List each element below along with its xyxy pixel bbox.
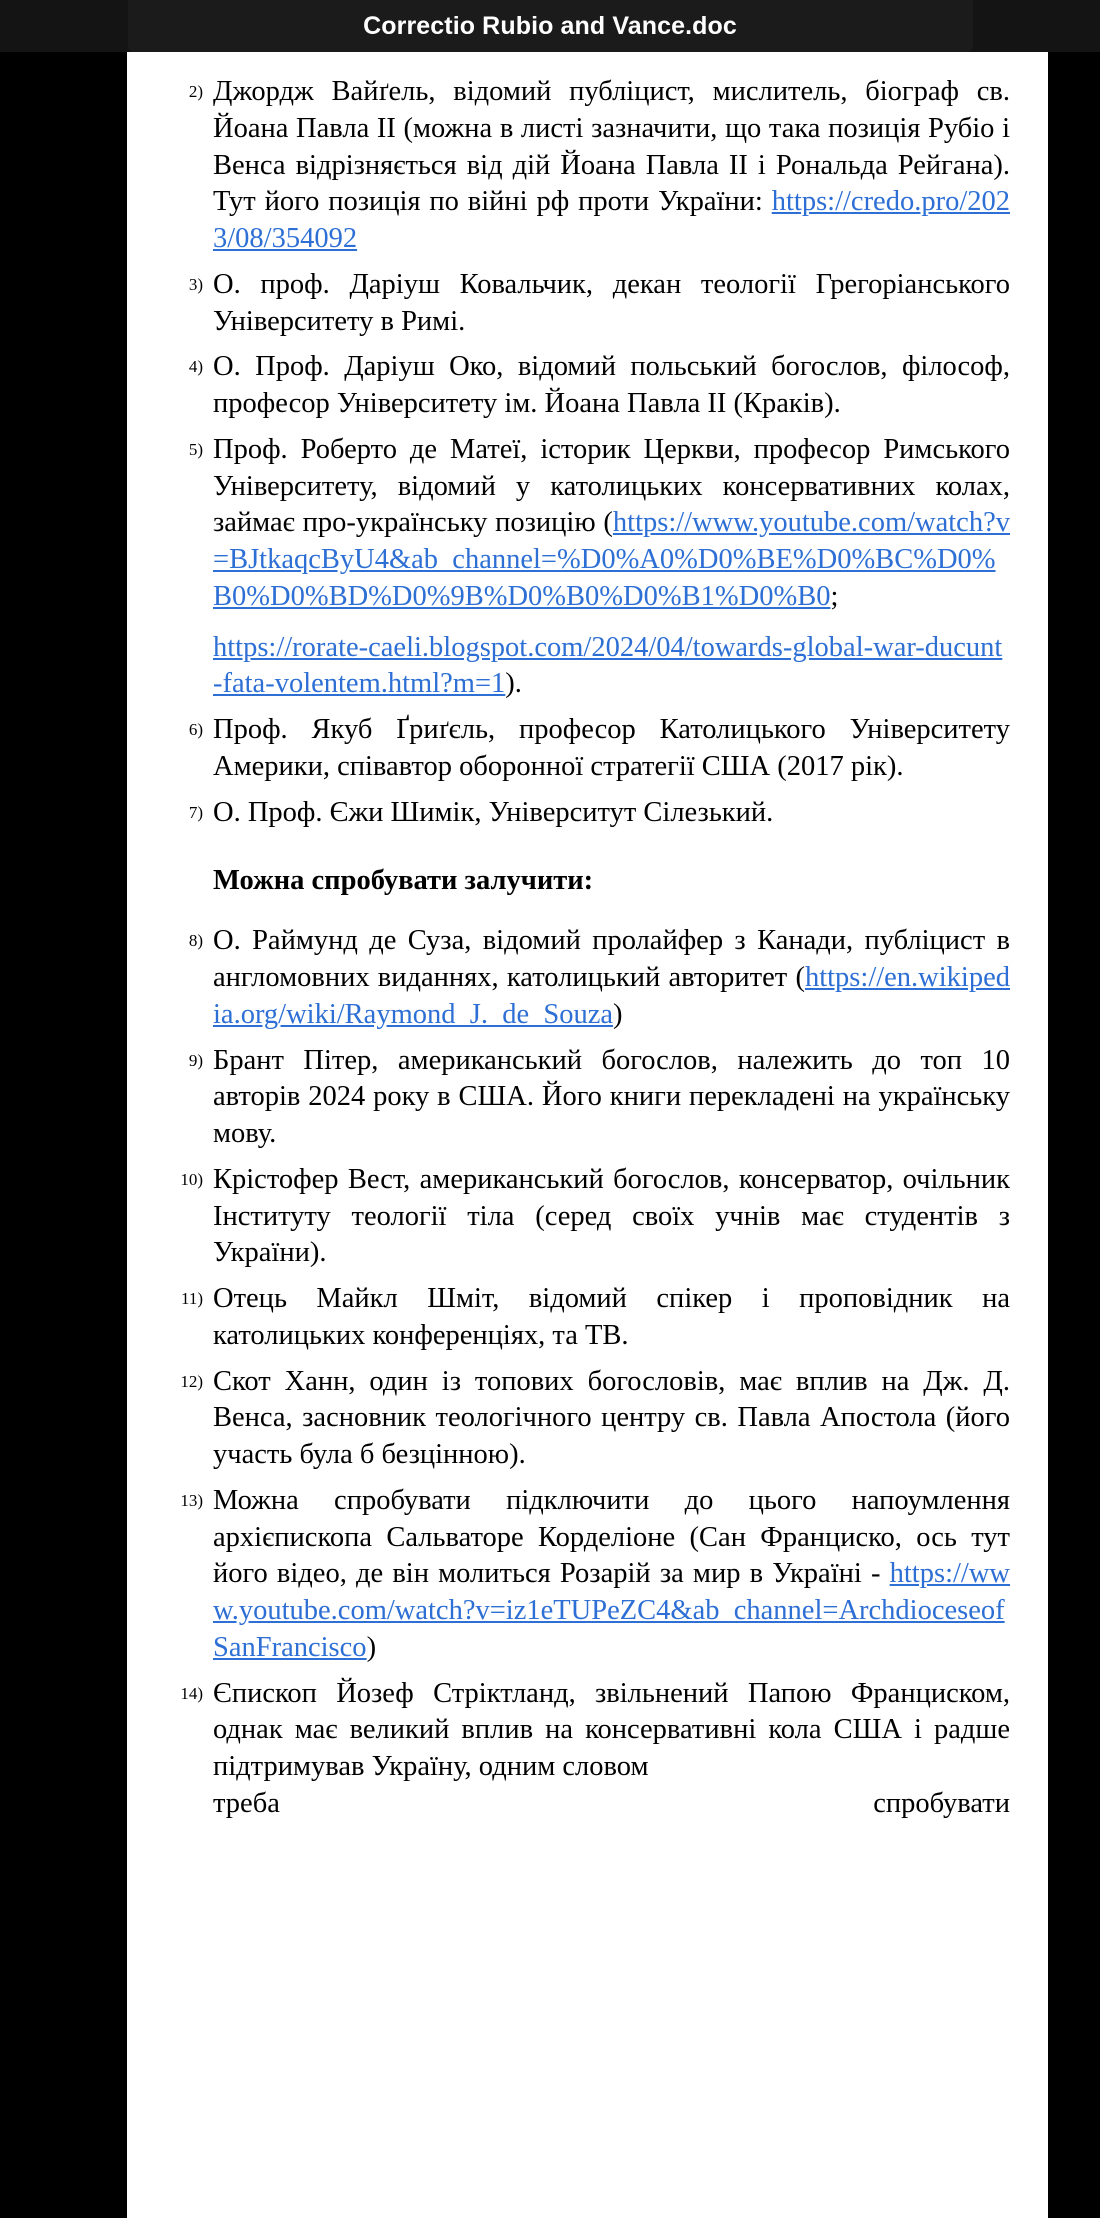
title-bar xyxy=(0,0,1100,52)
external-link[interactable]: https://www.youtube.com/watch?v=BJtkaqcByU4&ab_channel=%D0%A0%D0%BE%D0%BC%D0%B0%D0%BD%D0%9B%D0%B0%D0%B1%D0%B0 xyxy=(213,507,1010,612)
external-link[interactable]: https://en.wikipedia.org/wiki/Raymond_J._de_Souza xyxy=(213,962,1010,1030)
list-item-marker: 5) xyxy=(188,439,203,459)
list-item-tail: ) xyxy=(613,998,623,1030)
list-item-marker: 8) xyxy=(188,931,203,951)
list-item-text: О. Проф. Даріуш Око, відомий польський богослов, філософ, професор Університету ім. Йоана Павла ІІ (Краків). xyxy=(213,351,1010,419)
list-item xyxy=(155,1043,1010,1153)
list-item-text: О. Проф. Єжи Шимік, Університут Сілезький. xyxy=(213,796,774,828)
list-item-marker: 10) xyxy=(180,1169,203,1189)
list-item-marker: 3) xyxy=(188,274,203,294)
external-link[interactable]: https://www.youtube.com/watch?v=iz1eTUPeZC4&ab_channel=ArchdioceseofSanFrancisco xyxy=(213,1558,1010,1663)
list-item xyxy=(155,349,1010,423)
list-item-text: Можна спробувати підключити до цього напоумлення архієпископа Сальваторе Корделіоне (Сан Франциско, ось тут його відео, де він молиться Розарій за мир в Україні - xyxy=(213,1484,1010,1590)
list-item xyxy=(155,432,1010,703)
list-item xyxy=(155,1483,1010,1667)
list-item-text: Брант Пітер, американський богослов, належить до топ 10 авторів 2024 року в США. Його книги перекладені на українську мову. xyxy=(213,1044,1010,1149)
list-item-text: Проф. Якуб Ґриґєль, професор Католицького Університету Америки, співавтор оборонної стратегії США (2017 рік). xyxy=(213,714,1010,782)
document-title: Correctio Rubio and Vance.doc xyxy=(363,11,737,40)
list-item-text: Проф. Роберто де Матеї, історик Церкви, професор Римського Університету, відомий у католицьких консервативних колах, займає про-українську позицію ( xyxy=(213,433,1010,539)
list-item xyxy=(155,267,1010,341)
list-item-text: Джордж Вайґель, відомий публіцист, мислитель, біограф св. Йоана Павла ІІ (можна в листі зазначити, що така позиція Рубіо і Венса відрізняється від дій Йоана Павла ІІ і Рональда Рейгана). Тут його позиція по війні рф проти України: xyxy=(213,76,1010,218)
list-item-marker: 2) xyxy=(188,82,203,101)
list-item-text: О. Раймунд де Суза, відомий пролайфер з Канади, публіцист в англомовних виданнях, католицький авторитет ( xyxy=(213,925,1010,993)
list-item xyxy=(155,795,1010,832)
list-item xyxy=(155,712,1010,786)
section-heading: Можна спробувати залучити: xyxy=(213,865,594,897)
list-item xyxy=(155,74,1010,258)
list-item-marker: 7) xyxy=(188,802,203,822)
external-link[interactable]: https://rorate-caeli.blogspot.com/2024/04/towards-global-war-ducunt-fata-volentem.html?m=1 xyxy=(213,631,1003,700)
list-item-tail: ). xyxy=(505,668,522,700)
list-item-marker: 4) xyxy=(188,357,203,377)
list-item-text: Крістофер Вест, американський богослов, консерватор, очільник Інституту теології тіла (серед своїх учнів має студентів з України). xyxy=(213,1163,1010,1269)
list-item-marker: 13) xyxy=(180,1490,203,1510)
list-item xyxy=(155,1281,1010,1355)
list-item xyxy=(155,1364,1010,1474)
list-item-marker: 11) xyxy=(180,1289,203,1308)
list-item-text: Єпископ Йозеф Стріктланд, звільнений Папою Франциском, однак має великий вплив на консервативні кола США і радше підтримував Україну, одним словом xyxy=(213,1677,1010,1782)
list-item-last-line xyxy=(213,1786,1010,1823)
list-item-marker: 14) xyxy=(180,1683,203,1703)
link-line xyxy=(213,630,1010,704)
list-item-marker: 6) xyxy=(188,720,203,739)
list-item xyxy=(155,1676,1010,1823)
list-item-marker: 12) xyxy=(180,1371,203,1391)
numbered-list xyxy=(155,74,1010,831)
external-link[interactable]: https://credo.pro/2023/08/354092 xyxy=(213,186,1010,254)
list-item-tail: ) xyxy=(366,1631,377,1663)
link-separator: ; xyxy=(830,580,839,612)
list-item xyxy=(155,923,1010,1033)
last-line-right: спробувати xyxy=(873,1787,1010,1819)
document-page xyxy=(127,52,1048,2218)
numbered-list-continued xyxy=(155,923,1010,1822)
title-bar-inner xyxy=(128,0,973,52)
list-item-text: Отець Майкл Шміт, відомий спікер і проповідник на католицьких конференціях, та ТВ. xyxy=(213,1283,1010,1351)
list-item-text: О. проф. Даріуш Ковальчик, декан теології Грегоріанського Університету в Римі. xyxy=(213,268,1010,337)
list-item-text: Скот Ханн, один із топових богословів, має вплив на Дж. Д. Венса, засновник теологічного центру св. Павла Апостола (його участь була б безцінною). xyxy=(213,1365,1010,1470)
last-line-left: треба xyxy=(213,1787,280,1819)
list-item-marker: 9) xyxy=(188,1050,203,1070)
list-item xyxy=(155,1162,1010,1272)
